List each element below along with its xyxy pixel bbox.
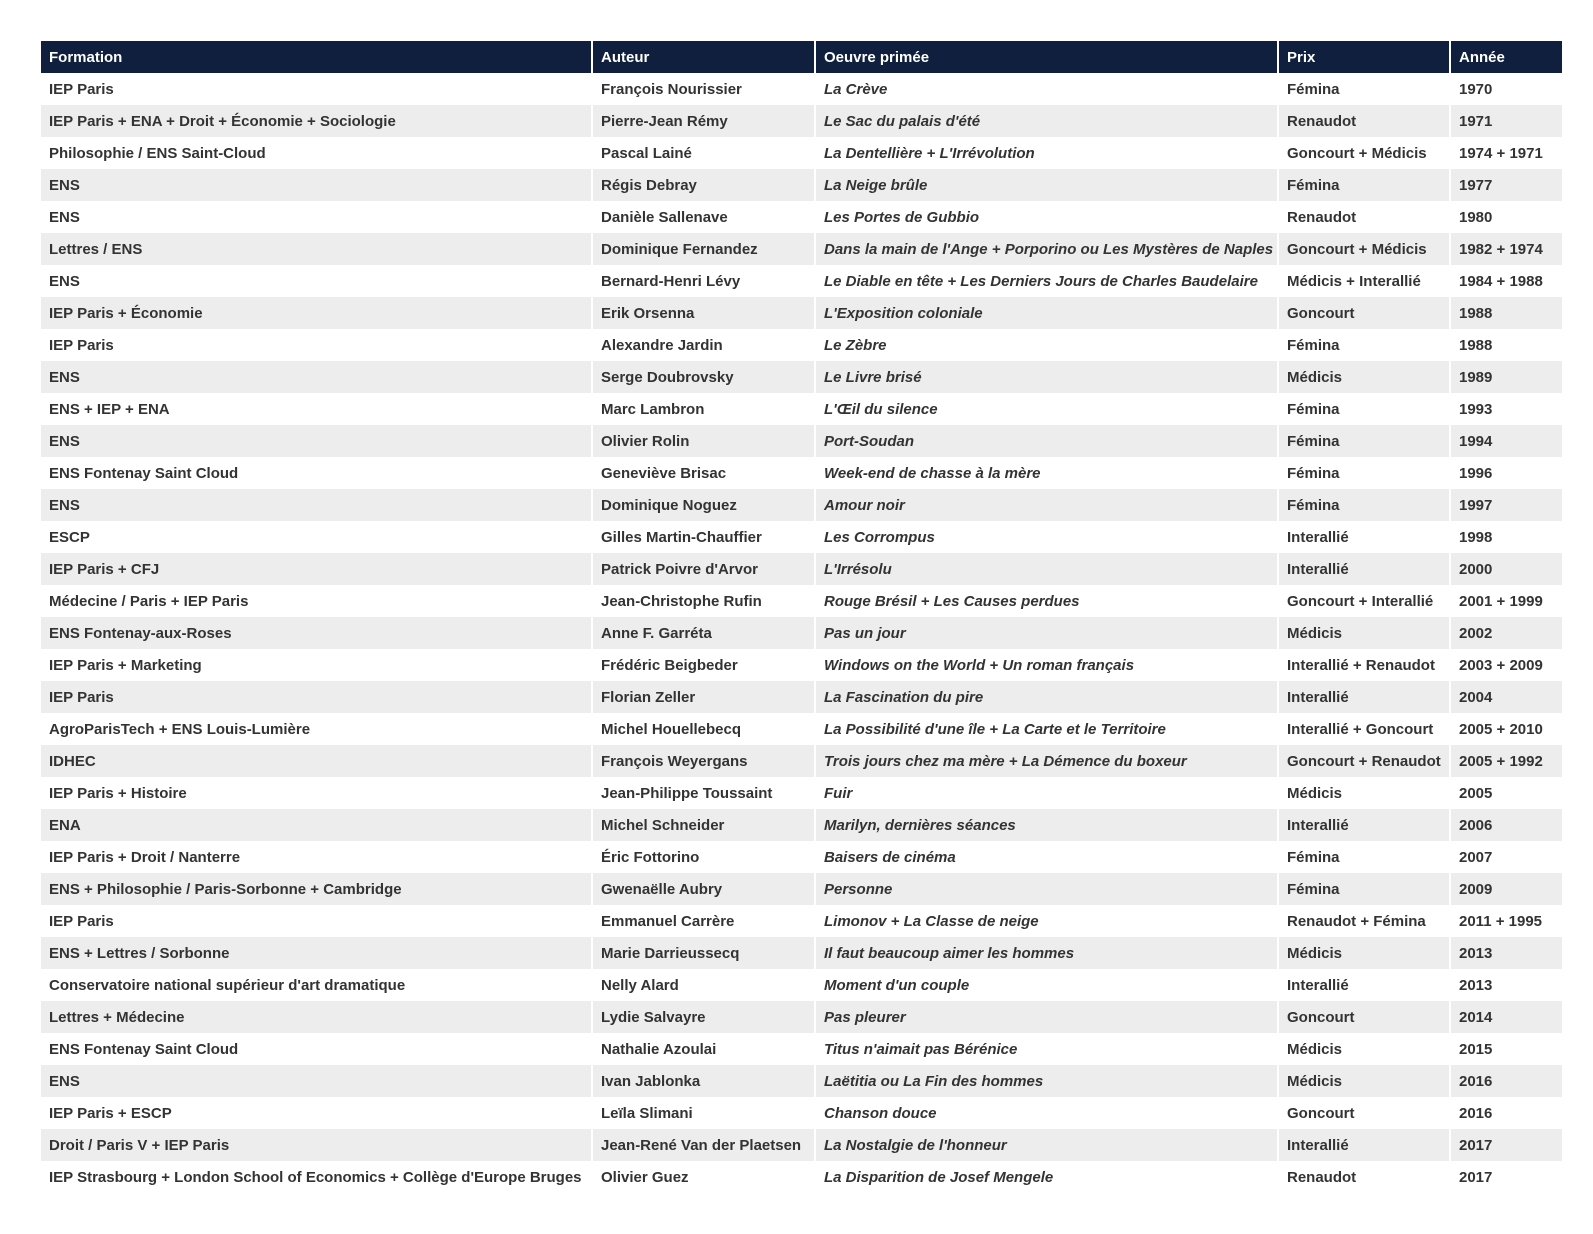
- header-auteur[interactable]: Auteur: [593, 41, 816, 73]
- table-row: [41, 585, 1562, 617]
- auteur-cell: Olivier Guez: [593, 1161, 816, 1193]
- table-row: [41, 1161, 1562, 1193]
- oeuvre-cell: Le Livre brisé: [816, 361, 1279, 393]
- prix-cell: Interallié: [1279, 1129, 1451, 1161]
- oeuvre-cell: La Fascination du pire: [816, 681, 1279, 713]
- auteur-cell: Dominique Fernandez: [593, 233, 816, 265]
- oeuvre-cell: La Nostalgie de l'honneur: [816, 1129, 1279, 1161]
- auteur-cell: Pascal Lainé: [593, 137, 816, 169]
- prix-cell: Médicis: [1279, 937, 1451, 969]
- oeuvre-cell: La Possibilité d'une île + La Carte et le Territoire: [816, 713, 1279, 745]
- oeuvre-cell: Fuir: [816, 777, 1279, 809]
- annee-cell: 2013: [1451, 937, 1562, 969]
- auteur-cell: Jean-Christophe Rufin: [593, 585, 816, 617]
- prix-cell: Goncourt + Médicis: [1279, 137, 1451, 169]
- annee-cell: 2001 + 1999: [1451, 585, 1562, 617]
- formation-cell: ENS + Philosophie / Paris-Sorbonne + Cambridge: [41, 873, 593, 905]
- oeuvre-cell: La Dentellière + L'Irrévolution: [816, 137, 1279, 169]
- auteur-cell: Nelly Alard: [593, 969, 816, 1001]
- auteur-cell: Pierre-Jean Rémy: [593, 105, 816, 137]
- prix-cell: Goncourt + Renaudot: [1279, 745, 1451, 777]
- prix-cell: Renaudot: [1279, 1161, 1451, 1193]
- annee-cell: 1971: [1451, 105, 1562, 137]
- annee-cell: 2011 + 1995: [1451, 905, 1562, 937]
- oeuvre-cell: Les Corrompus: [816, 521, 1279, 553]
- formation-cell: IDHEC: [41, 745, 593, 777]
- formation-cell: ENS + IEP + ENA: [41, 393, 593, 425]
- prix-cell: Interallié: [1279, 681, 1451, 713]
- prix-cell: Médicis: [1279, 1065, 1451, 1097]
- formation-cell: IEP Paris + CFJ: [41, 553, 593, 585]
- data-table-container: [41, 41, 1562, 1193]
- auteur-cell: Alexandre Jardin: [593, 329, 816, 361]
- oeuvre-cell: Windows on the World + Un roman français: [816, 649, 1279, 681]
- formation-cell: ENS + Lettres / Sorbonne: [41, 937, 593, 969]
- annee-cell: 1984 + 1988: [1451, 265, 1562, 297]
- annee-cell: 1982 + 1974: [1451, 233, 1562, 265]
- auteur-cell: Éric Fottorino: [593, 841, 816, 873]
- oeuvre-cell: La Neige brûle: [816, 169, 1279, 201]
- annee-cell: 2007: [1451, 841, 1562, 873]
- prix-cell: Interallié: [1279, 553, 1451, 585]
- formation-cell: AgroParisTech + ENS Louis-Lumière: [41, 713, 593, 745]
- prix-cell: Goncourt: [1279, 1097, 1451, 1129]
- auteur-cell: Michel Schneider: [593, 809, 816, 841]
- table-row: [41, 105, 1562, 137]
- oeuvre-cell: Le Diable en tête + Les Derniers Jours de Charles Baudelaire: [816, 265, 1279, 297]
- table-row: [41, 297, 1562, 329]
- table-row: [41, 681, 1562, 713]
- annee-cell: 1998: [1451, 521, 1562, 553]
- auteur-cell: Danièle Sallenave: [593, 201, 816, 233]
- table-row: [41, 1129, 1562, 1161]
- formation-cell: Lettres + Médecine: [41, 1001, 593, 1033]
- table-row: [41, 1097, 1562, 1129]
- formation-cell: Médecine / Paris + IEP Paris: [41, 585, 593, 617]
- annee-cell: 2005 + 1992: [1451, 745, 1562, 777]
- formation-cell: ENS: [41, 361, 593, 393]
- table-row: [41, 745, 1562, 777]
- auteur-cell: Serge Doubrovsky: [593, 361, 816, 393]
- header-formation[interactable]: Formation: [41, 41, 593, 73]
- oeuvre-cell: L'Irrésolu: [816, 553, 1279, 585]
- oeuvre-cell: Personne: [816, 873, 1279, 905]
- oeuvre-cell: Pas pleurer: [816, 1001, 1279, 1033]
- formation-cell: IEP Paris + Marketing: [41, 649, 593, 681]
- table-row: [41, 553, 1562, 585]
- annee-cell: 2006: [1451, 809, 1562, 841]
- formation-cell: IEP Paris + Économie: [41, 297, 593, 329]
- prix-cell: Médicis: [1279, 777, 1451, 809]
- table-body: [41, 73, 1562, 1193]
- header-annee[interactable]: Année: [1451, 41, 1562, 73]
- annee-cell: 1974 + 1971: [1451, 137, 1562, 169]
- auteur-cell: Jean-René Van der Plaetsen: [593, 1129, 816, 1161]
- formation-cell: ENS: [41, 489, 593, 521]
- formation-cell: IEP Paris: [41, 681, 593, 713]
- table-row: [41, 649, 1562, 681]
- prix-cell: Renaudot: [1279, 201, 1451, 233]
- formation-cell: ENS: [41, 169, 593, 201]
- oeuvre-cell: La Crève: [816, 73, 1279, 105]
- oeuvre-cell: Pas un jour: [816, 617, 1279, 649]
- annee-cell: 2005 + 2010: [1451, 713, 1562, 745]
- formation-cell: ENS: [41, 1065, 593, 1097]
- auteur-cell: Leïla Slimani: [593, 1097, 816, 1129]
- table-row: [41, 809, 1562, 841]
- prix-cell: Médicis + Interallié: [1279, 265, 1451, 297]
- auteur-cell: Marc Lambron: [593, 393, 816, 425]
- annee-cell: 1997: [1451, 489, 1562, 521]
- oeuvre-cell: Laëtitia ou La Fin des hommes: [816, 1065, 1279, 1097]
- oeuvre-cell: Amour noir: [816, 489, 1279, 521]
- prix-cell: Interallié: [1279, 521, 1451, 553]
- annee-cell: 2009: [1451, 873, 1562, 905]
- table-row: [41, 233, 1562, 265]
- formation-cell: IEP Paris: [41, 73, 593, 105]
- annee-cell: 2002: [1451, 617, 1562, 649]
- table-row: [41, 265, 1562, 297]
- auteur-cell: Ivan Jablonka: [593, 1065, 816, 1097]
- prix-cell: Médicis: [1279, 1033, 1451, 1065]
- prix-cell: Interallié + Renaudot: [1279, 649, 1451, 681]
- prix-cell: Fémina: [1279, 73, 1451, 105]
- table-row: [41, 1065, 1562, 1097]
- auteur-cell: Bernard-Henri Lévy: [593, 265, 816, 297]
- table-row: [41, 201, 1562, 233]
- prix-cell: Goncourt: [1279, 1001, 1451, 1033]
- oeuvre-cell: Port-Soudan: [816, 425, 1279, 457]
- prix-cell: Fémina: [1279, 841, 1451, 873]
- table-row: [41, 361, 1562, 393]
- annee-cell: 2004: [1451, 681, 1562, 713]
- formation-cell: ENS Fontenay Saint Cloud: [41, 1033, 593, 1065]
- formation-cell: ENS: [41, 425, 593, 457]
- auteur-cell: Marie Darrieussecq: [593, 937, 816, 969]
- annee-cell: 2014: [1451, 1001, 1562, 1033]
- annee-cell: 2017: [1451, 1129, 1562, 1161]
- oeuvre-cell: Titus n'aimait pas Bérénice: [816, 1033, 1279, 1065]
- auteur-cell: François Weyergans: [593, 745, 816, 777]
- auteur-cell: Erik Orsenna: [593, 297, 816, 329]
- auteur-cell: Frédéric Beigbeder: [593, 649, 816, 681]
- prix-cell: Goncourt: [1279, 297, 1451, 329]
- auteur-cell: Nathalie Azoulai: [593, 1033, 816, 1065]
- header-oeuvre[interactable]: Oeuvre primée: [816, 41, 1279, 73]
- formation-cell: Philosophie / ENS Saint-Cloud: [41, 137, 593, 169]
- prix-cell: Fémina: [1279, 329, 1451, 361]
- oeuvre-cell: Il faut beaucoup aimer les hommes: [816, 937, 1279, 969]
- table-row: [41, 617, 1562, 649]
- table-row: [41, 937, 1562, 969]
- oeuvre-cell: Limonov + La Classe de neige: [816, 905, 1279, 937]
- table-row: [41, 905, 1562, 937]
- oeuvre-cell: Chanson douce: [816, 1097, 1279, 1129]
- annee-cell: 2017: [1451, 1161, 1562, 1193]
- laureates-table: [41, 41, 1562, 1193]
- annee-cell: 1977: [1451, 169, 1562, 201]
- auteur-cell: Geneviève Brisac: [593, 457, 816, 489]
- prix-cell: Renaudot + Fémina: [1279, 905, 1451, 937]
- annee-cell: 1996: [1451, 457, 1562, 489]
- annee-cell: 2013: [1451, 969, 1562, 1001]
- oeuvre-cell: Rouge Brésil + Les Causes perdues: [816, 585, 1279, 617]
- auteur-cell: Michel Houellebecq: [593, 713, 816, 745]
- auteur-cell: Emmanuel Carrère: [593, 905, 816, 937]
- prix-cell: Fémina: [1279, 425, 1451, 457]
- auteur-cell: Anne F. Garréta: [593, 617, 816, 649]
- auteur-cell: François Nourissier: [593, 73, 816, 105]
- annee-cell: 2016: [1451, 1065, 1562, 1097]
- table-row: [41, 1001, 1562, 1033]
- annee-cell: 1980: [1451, 201, 1562, 233]
- formation-cell: IEP Paris + ENA + Droit + Économie + Sociologie: [41, 105, 593, 137]
- header-prix[interactable]: Prix: [1279, 41, 1451, 73]
- prix-cell: Interallié: [1279, 969, 1451, 1001]
- annee-cell: 2016: [1451, 1097, 1562, 1129]
- oeuvre-cell: L'Œil du silence: [816, 393, 1279, 425]
- prix-cell: Médicis: [1279, 361, 1451, 393]
- auteur-cell: Florian Zeller: [593, 681, 816, 713]
- prix-cell: Goncourt + Médicis: [1279, 233, 1451, 265]
- prix-cell: Fémina: [1279, 489, 1451, 521]
- formation-cell: ENS: [41, 201, 593, 233]
- prix-cell: Interallié + Goncourt: [1279, 713, 1451, 745]
- auteur-cell: Régis Debray: [593, 169, 816, 201]
- header-row: [41, 41, 1562, 73]
- oeuvre-cell: Moment d'un couple: [816, 969, 1279, 1001]
- annee-cell: 1988: [1451, 297, 1562, 329]
- formation-cell: ENA: [41, 809, 593, 841]
- auteur-cell: Olivier Rolin: [593, 425, 816, 457]
- auteur-cell: Patrick Poivre d'Arvor: [593, 553, 816, 585]
- table-row: [41, 713, 1562, 745]
- auteur-cell: Lydie Salvayre: [593, 1001, 816, 1033]
- table-row: [41, 457, 1562, 489]
- formation-cell: Conservatoire national supérieur d'art dramatique: [41, 969, 593, 1001]
- table-row: [41, 329, 1562, 361]
- formation-cell: ENS Fontenay Saint Cloud: [41, 457, 593, 489]
- annee-cell: 1994: [1451, 425, 1562, 457]
- formation-cell: IEP Paris + ESCP: [41, 1097, 593, 1129]
- table-header: [41, 41, 1562, 73]
- formation-cell: IEP Paris: [41, 905, 593, 937]
- formation-cell: IEP Paris + Histoire: [41, 777, 593, 809]
- formation-cell: IEP Strasbourg + London School of Economics + Collège d'Europe Bruges: [41, 1161, 593, 1193]
- oeuvre-cell: L'Exposition coloniale: [816, 297, 1279, 329]
- annee-cell: 2005: [1451, 777, 1562, 809]
- table-row: [41, 169, 1562, 201]
- prix-cell: Médicis: [1279, 617, 1451, 649]
- prix-cell: Fémina: [1279, 457, 1451, 489]
- table-row: [41, 969, 1562, 1001]
- formation-cell: Droit / Paris V + IEP Paris: [41, 1129, 593, 1161]
- prix-cell: Fémina: [1279, 393, 1451, 425]
- auteur-cell: Gwenaëlle Aubry: [593, 873, 816, 905]
- auteur-cell: Jean-Philippe Toussaint: [593, 777, 816, 809]
- oeuvre-cell: Dans la main de l'Ange + Porporino ou Les Mystères de Naples: [816, 233, 1279, 265]
- formation-cell: IEP Paris: [41, 329, 593, 361]
- prix-cell: Goncourt + Interallié: [1279, 585, 1451, 617]
- prix-cell: Interallié: [1279, 809, 1451, 841]
- prix-cell: Fémina: [1279, 873, 1451, 905]
- oeuvre-cell: Trois jours chez ma mère + La Démence du boxeur: [816, 745, 1279, 777]
- annee-cell: 1989: [1451, 361, 1562, 393]
- oeuvre-cell: Baisers de cinéma: [816, 841, 1279, 873]
- annee-cell: 2000: [1451, 553, 1562, 585]
- oeuvre-cell: Marilyn, dernières séances: [816, 809, 1279, 841]
- auteur-cell: Dominique Noguez: [593, 489, 816, 521]
- table-row: [41, 1033, 1562, 1065]
- formation-cell: ESCP: [41, 521, 593, 553]
- table-row: [41, 841, 1562, 873]
- table-row: [41, 521, 1562, 553]
- formation-cell: Lettres / ENS: [41, 233, 593, 265]
- formation-cell: ENS Fontenay-aux-Roses: [41, 617, 593, 649]
- prix-cell: Renaudot: [1279, 105, 1451, 137]
- table-row: [41, 73, 1562, 105]
- annee-cell: 1988: [1451, 329, 1562, 361]
- prix-cell: Fémina: [1279, 169, 1451, 201]
- oeuvre-cell: Les Portes de Gubbio: [816, 201, 1279, 233]
- annee-cell: 1970: [1451, 73, 1562, 105]
- table-row: [41, 393, 1562, 425]
- table-row: [41, 873, 1562, 905]
- table-row: [41, 777, 1562, 809]
- table-row: [41, 137, 1562, 169]
- oeuvre-cell: La Disparition de Josef Mengele: [816, 1161, 1279, 1193]
- formation-cell: IEP Paris + Droit / Nanterre: [41, 841, 593, 873]
- oeuvre-cell: Week-end de chasse à la mère: [816, 457, 1279, 489]
- oeuvre-cell: Le Sac du palais d'été: [816, 105, 1279, 137]
- annee-cell: 2003 + 2009: [1451, 649, 1562, 681]
- annee-cell: 1993: [1451, 393, 1562, 425]
- table-row: [41, 425, 1562, 457]
- formation-cell: ENS: [41, 265, 593, 297]
- auteur-cell: Gilles Martin-Chauffier: [593, 521, 816, 553]
- annee-cell: 2015: [1451, 1033, 1562, 1065]
- table-row: [41, 489, 1562, 521]
- oeuvre-cell: Le Zèbre: [816, 329, 1279, 361]
